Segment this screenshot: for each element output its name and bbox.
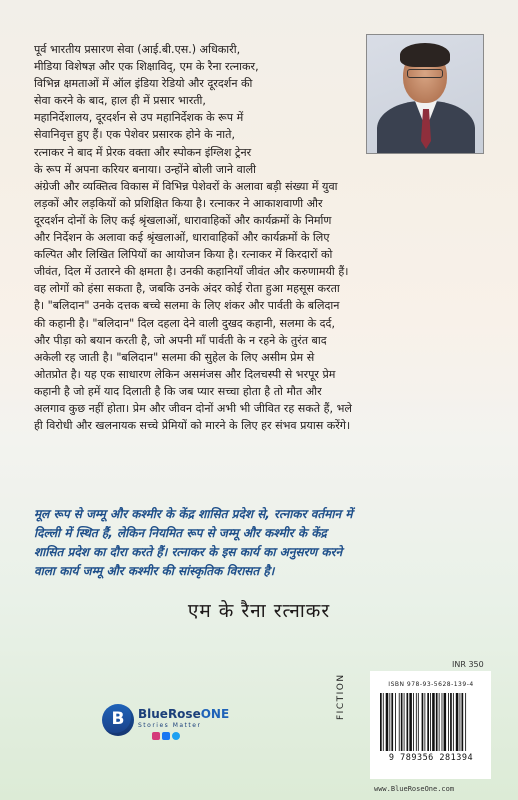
barcode-bar xyxy=(409,693,412,751)
logo-letter: B xyxy=(111,709,125,729)
bio-line: कहानी है जो हमें याद दिलाती है कि जब प्यार सच्चा होता है तो मौत और xyxy=(34,384,322,398)
bio-line: सेवा करने के बाद, हाल ही में प्रसार भारती, xyxy=(34,94,206,108)
barcode-bar xyxy=(465,693,466,751)
author-tagline xyxy=(34,505,500,581)
publisher-name xyxy=(138,707,229,721)
publisher-website: www.BlueRoseOne.com xyxy=(374,785,455,793)
bio-line: अकेली रह जाती है। "बलिदान" सलमा की सुहेल के लिए असीम प्रेम से xyxy=(34,350,315,364)
barcode-bar xyxy=(404,693,405,751)
isbn-label: ISBN 978-93-5628-139-4 xyxy=(388,681,474,688)
barcode-bar xyxy=(430,693,431,751)
barcode-bar xyxy=(389,693,390,751)
publisher-name-main: BlueRose xyxy=(138,707,201,721)
barcode-bar xyxy=(416,693,417,751)
barcode-bar xyxy=(427,693,429,751)
tagline-line: वाला कार्य जम्मू और कश्मीर की सांस्कृतिक विरासत है। xyxy=(34,564,275,578)
barcode-bar xyxy=(395,693,396,751)
facebook-icon xyxy=(162,732,170,740)
publisher-logo-icon xyxy=(102,704,134,736)
bio-line: रत्नाकर ने बाद में प्रेरक वक्ता और स्पोकन इंग्लिश ट्रेनर xyxy=(34,145,252,159)
barcode-panel xyxy=(370,671,491,779)
social-icons xyxy=(152,732,180,740)
bio-line: मीडिया विशेषज्ञ और एक शिक्षाविद्, एम के रैना रत्नाकर, xyxy=(34,60,259,74)
bio-line: विभिन्न क्षमताओं में ऑल इंडिया रेडियो और दूरदर्शन की xyxy=(34,77,253,91)
bio-line: सेवानिवृत्त हुए हैं। एक पेशेवर प्रसारक होने के नाते, xyxy=(34,128,236,142)
barcode-bar xyxy=(460,693,461,751)
barcode-bar xyxy=(422,693,424,751)
barcode-bar xyxy=(380,693,382,751)
barcode-bar xyxy=(383,693,384,751)
tagline-line: शासित प्रदेश का दौरा करते हैं। रत्नाकर के इस कार्य का अनुसरण करने xyxy=(34,545,343,559)
barcode-bar xyxy=(407,693,409,751)
barcode-bar xyxy=(418,693,419,751)
barcode-bars xyxy=(380,693,482,751)
barcode-bar xyxy=(386,693,389,751)
tagline-line: दिल्ली में स्थित हैं, लेकिन नियमित रूप से जम्मू और कश्मीर के केंद्र xyxy=(34,526,327,540)
bio-line: कल्पित और लिखित लिपियों का आयोजन किया है। रत्नाकर में किरदारों को xyxy=(34,248,333,262)
bio-line: महानिर्देशालय, दूरदर्शन से उप महानिर्देशक के रूप में xyxy=(34,111,244,125)
barcode-bar xyxy=(401,693,403,751)
barcode-number: 9 789356 281394 xyxy=(388,753,474,763)
bio-line: ओतप्रोत है। यह एक साधारण लेकिन असमंजस और दिलचस्पी से भरपूर प्रेम xyxy=(34,367,336,381)
bio-line: ही विरोधी और खलनायक सच्चे प्रेमियों को मारने के लिए हर संभव प्रयास करेंगे। xyxy=(34,419,351,433)
twitter-icon xyxy=(172,732,180,740)
publisher-name-one: ONE xyxy=(200,707,230,721)
barcode-bar xyxy=(462,693,464,751)
barcode-bar xyxy=(444,693,447,751)
instagram-icon xyxy=(152,732,160,740)
bio-line: है। "बलिदान" उनके दत्तक बच्चे सलमा के लिए शंकर और पार्वती के बलिदान xyxy=(34,299,340,313)
bio-line: पूर्व भारतीय प्रसारण सेवा (आई.बी.एस.) अधिकारी, xyxy=(34,43,241,56)
tagline-line: मूल रूप से जम्मू और कश्मीर के केंद्र शासित प्रदेश से, रत्नाकर वर्तमान में xyxy=(34,507,353,521)
bio-line: वह लोगों को हंसा सकता है, जबकि उनके अंदर कोई रोता हुआ महसूस करता xyxy=(34,282,340,296)
barcode-bar xyxy=(399,693,400,751)
barcode-bar xyxy=(436,693,438,751)
barcode-bar xyxy=(413,693,414,751)
bio-line: के रूप में अपना करियर बनाया। उन्होंने बोली जाने वाली xyxy=(34,162,257,176)
bio-line: अंग्रेजी और व्यक्तित्व विकास में विभिन्न पेशेवरों के अलावा बड़ी संख्या में युवा xyxy=(34,179,338,193)
bio-line: अलगाव कुछ नहीं होता। प्रेम और जीवन दोनों अभी भी जीवित रह सकते हैं, भले xyxy=(34,401,352,415)
barcode-bar xyxy=(391,693,393,751)
bio-line: की कहानी है। "बलिदान" दिल दहला देने वाली दुखद कहानी, सलमा के दर्द, xyxy=(34,316,335,330)
barcode-bar xyxy=(456,693,459,751)
barcode-bar xyxy=(439,693,440,751)
bio-line: जीवंत, दिल में उतारने की क्षमता है। उनकी कहानियाँ जीवंत और करुणामयी हैं। xyxy=(34,265,349,279)
author-bio xyxy=(34,41,498,434)
genre-label: FICTION xyxy=(336,673,346,720)
bio-line: दूरदर्शन दोनों के लिए कई श्रृंखलाओं, धारावाहिकों और कार्यक्रमों के निर्माण xyxy=(34,213,332,227)
price-label: INR 350 xyxy=(452,660,484,669)
barcode-bar xyxy=(450,693,452,751)
barcode-bar xyxy=(432,693,435,751)
bio-line: और पीड़ा को बयान करती है, जो अपनी माँ पार्वती के न रहने के तुरंत बाद xyxy=(34,333,327,347)
barcode-bar xyxy=(448,693,449,751)
publisher-tagline: Stories Matter xyxy=(138,722,202,729)
barcode-bar xyxy=(424,693,425,751)
bio-line: लड़कों और लड़कियों को प्रशिक्षित किया है। रत्नाकर ने आकाशवाणी और xyxy=(34,196,323,210)
barcode-bar xyxy=(442,693,443,751)
bio-line: और निर्देशन के अलावा कई श्रृंखलाओं, धारावाहिकों और कार्यक्रमों के लिए xyxy=(34,231,330,245)
author-name: एम के रैना रत्नाकर xyxy=(187,600,331,622)
barcode-bar xyxy=(453,693,454,751)
